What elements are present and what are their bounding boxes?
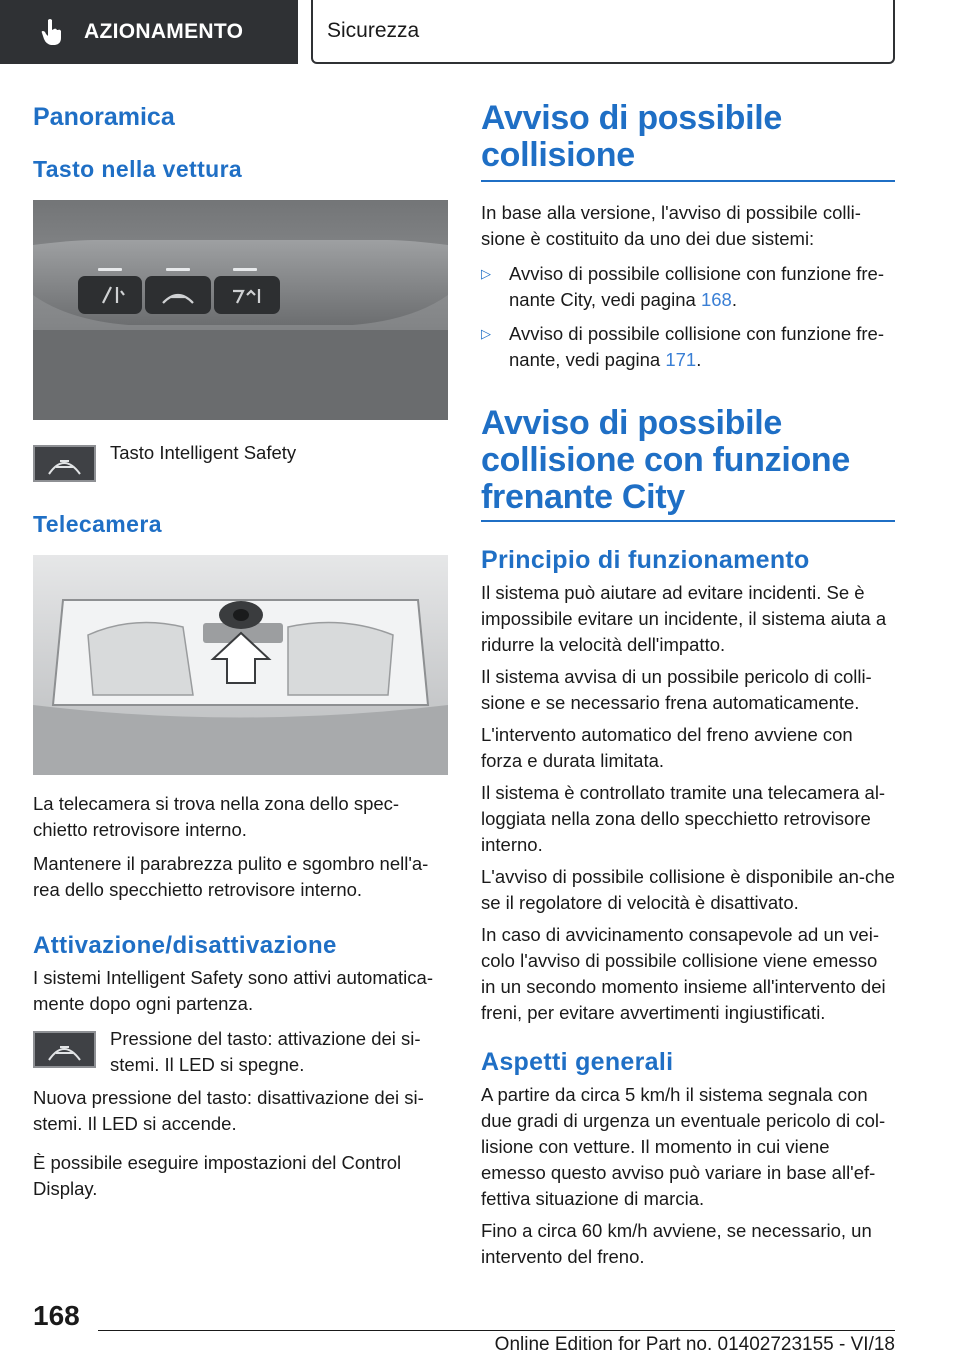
chapter-title: Sicurezza: [327, 19, 420, 42]
page-link-168[interactable]: 168: [700, 289, 732, 310]
heading-button: Tasto nella vettura: [33, 156, 243, 182]
button-caption: Tasto Intelligent Safety: [110, 442, 297, 463]
principle-p5: L'avviso di possibile collisione è disponibile an-che se il regolatore di velocità è disattivato.: [481, 866, 895, 913]
chapter-tab: [311, 0, 895, 64]
camera-photo: [33, 555, 448, 775]
right-column: [481, 100, 895, 1270]
control-display-text: È possibile eseguire impostazioni del Control Display.: [33, 1152, 402, 1199]
intro-text: In base alla versione, l'avviso di possibile colli-sione è costituito da uno dei due sistemi:: [481, 202, 861, 249]
intelligent-safety-button-icon: [33, 445, 96, 482]
principle-p6: In caso di avvicinamento consapevole ad un vei-colo l'avviso di possibile collisione viene emesso in un secondo momento insieme all'intervento dei freni, per evitare avvertimenti ingiustificati.: [481, 924, 886, 1023]
principle-p1: Il sistema può aiutare ad evitare incidenti. Se è impossibile evitare un incidente, il sistema aiuta a ridurre la velocità dell'impatto.: [481, 582, 887, 655]
principle-p4: Il sistema è controllato tramite una telecamera al-loggiata nella zona dello specchietto retrovisore interno.: [481, 782, 886, 855]
bullet-item: [481, 321, 895, 373]
press-activation-text: Pressione del tasto: attivazione dei si-stemi. Il LED si spegne.: [110, 1028, 421, 1075]
heading-city-braking: Avviso di possibile collisione con funzione frenante City: [481, 405, 895, 522]
triangle-bullet-icon: ▷: [481, 266, 491, 281]
edition-text: Online Edition for Part no. 01402723155 - VI/18: [494, 1334, 895, 1355]
bullet-end: .: [731, 289, 737, 310]
general-p2: Fino a circa 60 km/h avviene, se necessario, un intervento del freno.: [481, 1220, 872, 1267]
heading-overview: Panoramica: [33, 103, 175, 131]
heading-activation: Attivazione/disattivazione: [33, 932, 337, 959]
section-title: AZIONAMENTO: [84, 20, 244, 43]
triangle-bullet-icon: ▷: [481, 326, 491, 341]
hand-pointer-icon: [40, 18, 64, 46]
principle-p3: L'intervento automatico del freno avviene con forza e durata limitata.: [481, 724, 853, 771]
bullet-end: .: [696, 349, 702, 370]
section-tab: [0, 0, 298, 64]
footer-rule: [98, 1330, 895, 1331]
press-deactivation-text: Nuova pressione del tasto: disattivazione dei si-stemi. Il LED si accende.: [33, 1087, 424, 1134]
general-p1: A partire da circa 5 km/h il sistema segnala con due gradi di urgenza un eventuale pericolo di col-lisione con vetture. Il momento in cui viene emesso questo avviso può variare in base all'ef-fettiva situazione di marcia.: [481, 1084, 886, 1209]
heading-collision-warning: Avviso di possibile collisione: [481, 100, 895, 182]
button-panel-image: [33, 200, 448, 420]
principle-p2: Il sistema avvisa di un possibile pericolo di colli-sione e se necessario frena automaticamente.: [481, 666, 872, 713]
bullet-text: Avviso di possibile collisione con funzione fre-nante City, vedi pagina: [509, 263, 884, 310]
intelligent-safety-button-icon-2: [33, 1031, 96, 1068]
page-link-171[interactable]: 171: [665, 349, 697, 370]
camera-location-text: La telecamera si trova nella zona dello spec-chietto retrovisore interno.: [33, 793, 400, 840]
bullet-text: Avviso di possibile collisione con funzione fre-nante, vedi pagina: [509, 323, 884, 370]
windshield-camera-image: [33, 555, 448, 775]
left-column: [33, 100, 448, 1202]
heading-principle: Principio di funzionamento: [481, 546, 810, 574]
heading-camera: Telecamera: [33, 511, 162, 537]
camera-clean-text: Mantenere il parabrezza pulito e sgombro nell'a-rea dello specchietto retrovisore interno.: [33, 853, 429, 900]
heading-general: Aspetti generali: [481, 1048, 674, 1076]
activation-auto-text: I sistemi Intelligent Safety sono attivi automatica-mente dopo ogni partenza.: [33, 967, 433, 1014]
page-number: 168: [33, 1300, 80, 1331]
button-photo: [33, 200, 448, 420]
bullet-item: [481, 261, 895, 313]
